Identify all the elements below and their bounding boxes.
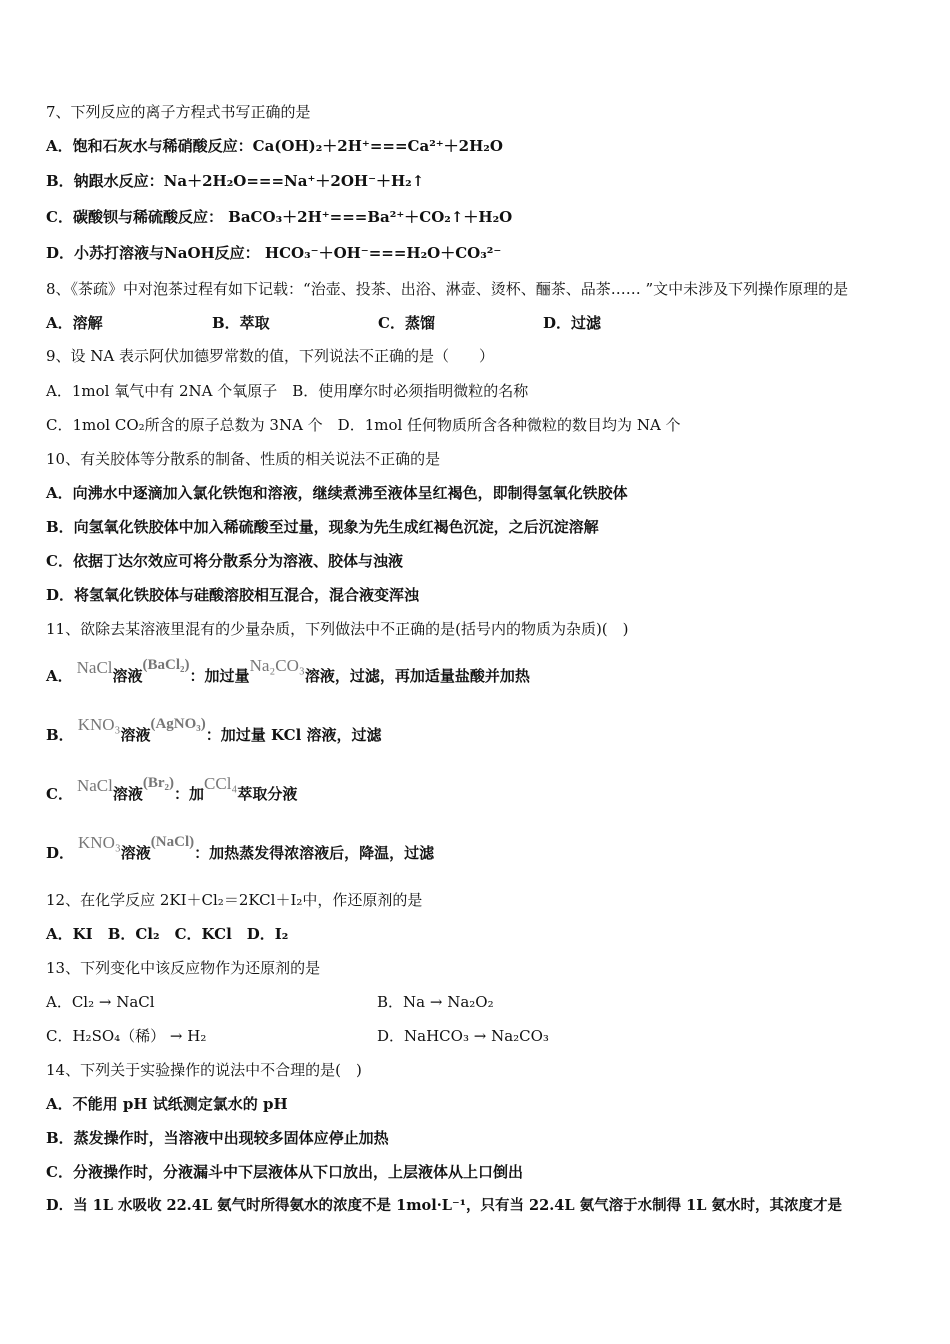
q11-option-a xyxy=(46,656,530,687)
option-text: ：加热蒸发得浓溶液后，降温，过滤 xyxy=(194,844,435,862)
formula-na2co3: Na₂CO₃ xyxy=(249,656,305,675)
q12-stem: 12、在化学反应 2KI＋Cl₂＝2KCl＋I₂中，作还原剂的是 xyxy=(46,891,423,909)
formula-nacl: NaCl xyxy=(76,658,113,677)
formula-nacl: NaCl xyxy=(76,776,113,795)
q8-option-c: C．蒸馏 xyxy=(378,314,435,332)
q11-option-b xyxy=(46,715,382,746)
q9-options-ab: A．1mol 氧气中有 2NA 个氧原子 B．使用摩尔时必须指明微粒的名称 xyxy=(46,382,529,400)
q14-option-a: A．不能用 pH 试纸测定氯水的 pH xyxy=(46,1095,288,1113)
q13-option-c: C．H₂SO₄（稀） → H₂ xyxy=(46,1027,207,1045)
option-label: A． xyxy=(46,667,73,685)
q13-option-a: A．Cl₂ → NaCl xyxy=(46,993,155,1011)
option-text: ：加过量 KCl 溶液，过滤 xyxy=(205,726,382,744)
option-text: 溶液，过滤，再加适量盐酸并加热 xyxy=(304,667,530,685)
q11-option-c xyxy=(46,774,298,805)
q7-option-a: A．饱和石灰水与稀硝酸反应：Ca(OH)₂＋2H⁺===Ca²⁺＋2H₂O xyxy=(46,137,503,155)
q9-options-cd: C．1mol CO₂所含的原子总数为 3NA 个 D．1mol 任何物质所含各种微粒的数目均为 NA 个 xyxy=(46,416,681,434)
q13-option-b: B．Na → Na₂O₂ xyxy=(377,993,494,1011)
option-label: C． xyxy=(46,785,73,803)
formula-ccl4: CCl₄ xyxy=(204,774,238,793)
q14-option-c: C．分液操作时，分液漏斗中下层液体从下口放出，上层液体从上口倒出 xyxy=(46,1163,523,1181)
option-text: 溶液 xyxy=(112,667,143,685)
q13-stem: 13、下列变化中该反应物作为还原剂的是 xyxy=(46,959,321,977)
q8-option-b: B．萃取 xyxy=(212,314,270,332)
formula-impurity: (AgNO₃) xyxy=(150,716,206,732)
q10-stem: 10、有关胶体等分散系的制备、性质的相关说法不正确的是 xyxy=(46,450,441,468)
q14-option-d: D．当 1L 水吸收 22.4L 氨气时所得氨水的浓度不是 1mol·L⁻¹，只有当 22.4L 氨气溶于水制得 1L 氨水时，其浓度才是 xyxy=(46,1197,842,1214)
q11-option-d xyxy=(46,833,435,864)
q12-options: A．KI B．Cl₂ C．KCl D．I₂ xyxy=(46,925,289,943)
q14-stem: 14、下列关于实验操作的说法中不合理的是( ) xyxy=(46,1061,362,1079)
option-text: 溶液 xyxy=(120,844,151,862)
q14-option-b: B．蒸发操作时，当溶液中出现较多固体应停止加热 xyxy=(46,1129,389,1147)
q9-stem: 9、设 NA 表示阿伏加德罗常数的值，下列说法不正确的是（ ） xyxy=(46,347,495,365)
option-text: 溶液 xyxy=(120,726,151,744)
option-text: 萃取分液 xyxy=(237,785,298,803)
formula-impurity: (NaCl) xyxy=(150,834,195,850)
q10-option-d: D．将氢氧化铁胶体与硅酸溶胶相互混合，混合液变浑浊 xyxy=(46,586,420,604)
formula-impurity: (Br₂) xyxy=(142,775,175,791)
q7-option-d: D．小苏打溶液与NaOH反应： HCO₃⁻＋OH⁻===H₂O＋CO₃²⁻ xyxy=(46,244,502,262)
formula-kno3: KNO₃ xyxy=(77,715,121,734)
q10-option-a: A．向沸水中逐滴加入氯化铁饱和溶液，继续煮沸至液体呈红褐色，即制得氢氧化铁胶体 xyxy=(46,484,628,502)
q8-option-a: A．溶解 xyxy=(46,314,103,332)
q7-option-b: B．钠跟水反应：Na＋2H₂O===Na⁺＋2OH⁻＋H₂↑ xyxy=(46,172,425,190)
q13-option-d: D．NaHCO₃ → Na₂CO₃ xyxy=(377,1027,549,1045)
q10-option-c: C．依据丁达尔效应可将分散系分为溶液、胶体与浊液 xyxy=(46,552,403,570)
formula-kno3: KNO₃ xyxy=(78,833,121,852)
q11-stem: 11、欲除去某溶液里混有的少量杂质，下列做法中不正确的是(括号内的物质为杂质)( ) xyxy=(46,620,629,638)
option-label: D． xyxy=(46,844,75,862)
option-label: B． xyxy=(46,726,74,744)
q7-stem: 7、下列反应的离子方程式书写正确的是 xyxy=(46,103,311,121)
q7-option-c: C．碳酸钡与稀硫酸反应： BaCO₃＋2H⁺===Ba²⁺＋CO₂↑＋H₂O xyxy=(46,208,513,226)
formula-impurity: (BaCl₂) xyxy=(142,657,190,673)
q10-option-b: B．向氢氧化铁胶体中加入稀硫酸至过量，现象为先生成红褐色沉淀，之后沉淀溶解 xyxy=(46,518,599,536)
option-text: ：加 xyxy=(174,785,205,803)
q8-option-d: D．过滤 xyxy=(543,314,602,332)
option-text: 溶液 xyxy=(112,785,143,803)
option-text: ：加过量 xyxy=(189,667,250,685)
q8-stem: 8、《茶疏》中对泡茶过程有如下记载：“治壶、投茶、出浴、淋壶、烫杯、酾茶、品茶…… ”文中未涉及下列操作原理的是 xyxy=(46,280,849,298)
